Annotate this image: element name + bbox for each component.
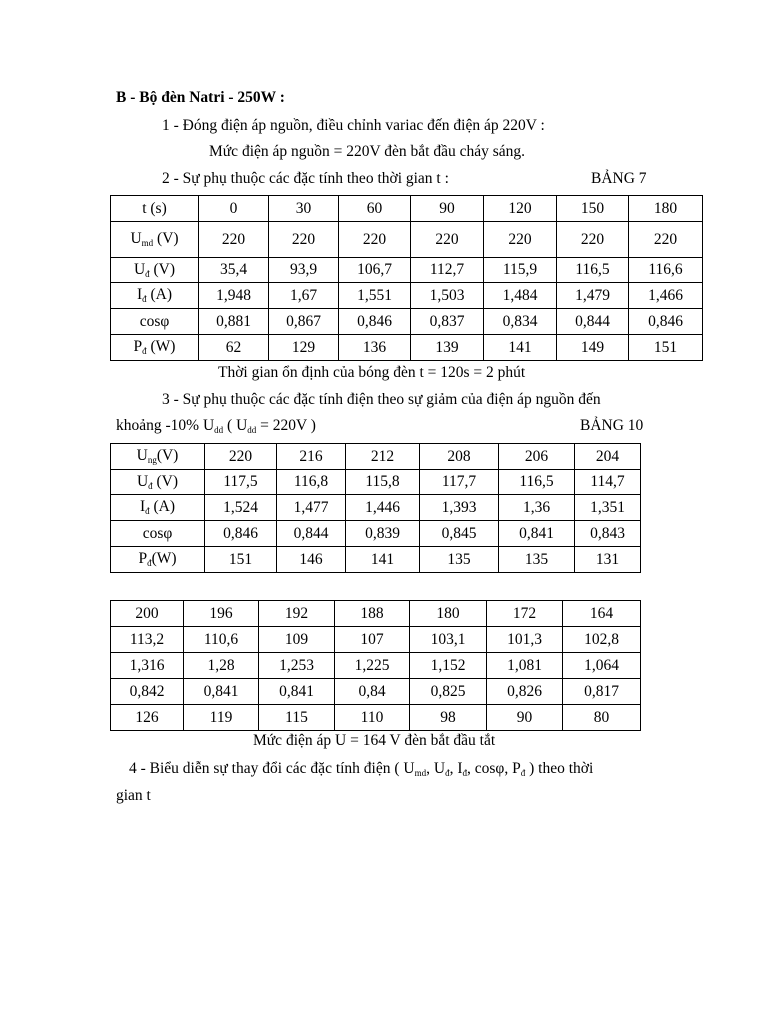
step-3-line-1: 3 - Sự phụ thuộc các đặc tính điện theo sự giảm của điện áp nguồn đến xyxy=(162,391,601,408)
table-cell: 101,3 xyxy=(487,627,563,653)
table-cell: 1,479 xyxy=(557,283,629,309)
row-label-subscript: đ xyxy=(142,346,147,356)
step-3-text-b: ( U xyxy=(223,417,248,434)
step-4-text-e: ) theo thời xyxy=(525,760,594,777)
table-cell: 1,67 xyxy=(269,283,339,309)
step-3-sub-2: dd xyxy=(247,425,257,435)
table-cell: 149 xyxy=(557,335,629,361)
step-3-text-a: khoảng -10% U xyxy=(116,417,215,434)
table-cell: 206 xyxy=(499,444,575,470)
lamp-off-note: Mức điện áp U = 164 V đèn bắt đầu tắt xyxy=(253,732,496,749)
row-label-subscript: ng xyxy=(147,455,157,465)
table-10-continuation xyxy=(110,600,641,731)
step-2-text: 2 - Sự phụ thuộc các đặc tính theo thời gian t : xyxy=(162,170,449,187)
table-cell: 109 xyxy=(259,627,335,653)
table-cell: 0 xyxy=(199,196,269,222)
table-cell: 126 xyxy=(111,705,184,731)
row-label-subscript: đ xyxy=(147,558,152,568)
table-cell: 0,844 xyxy=(557,309,629,335)
table-cell: 141 xyxy=(484,335,557,361)
table-cell: 60 xyxy=(339,196,411,222)
table-cell: 1,351 xyxy=(575,495,641,521)
row-label-unit: (V) xyxy=(152,472,179,490)
row-label xyxy=(111,470,205,495)
row-label-subscript: đ xyxy=(145,506,150,516)
table-cell: 1,28 xyxy=(184,653,259,679)
row-label-main: U xyxy=(133,260,146,278)
row-label-main: I xyxy=(136,286,143,303)
table-cell: 220 xyxy=(411,222,484,258)
table-row xyxy=(111,495,641,521)
row-label-subscript: đ xyxy=(142,294,147,304)
step-3-line-2 xyxy=(116,416,316,437)
table-cell: 102,8 xyxy=(563,627,641,653)
table-cell: 135 xyxy=(499,547,575,573)
step-4-line-2: gian t xyxy=(116,787,151,804)
step-3-text-c: = 220V ) xyxy=(256,417,316,434)
step-4-text-d: , cosφ, P xyxy=(467,760,521,777)
table-cell: 0,846 xyxy=(205,521,277,547)
table-cell: 30 xyxy=(269,196,339,222)
table-cell: 1,948 xyxy=(199,283,269,309)
table-cell: 114,7 xyxy=(575,470,641,495)
row-label-unit: (W) xyxy=(151,550,177,567)
row-label-subscript: đ xyxy=(145,268,150,279)
table-cell: 90 xyxy=(487,705,563,731)
table-cell: 196 xyxy=(184,601,259,627)
table-cell: 208 xyxy=(420,444,499,470)
table-cell: 141 xyxy=(346,547,420,573)
table-cell: 1,484 xyxy=(484,283,557,309)
table-cell: 35,4 xyxy=(199,258,269,283)
row-label-unit: (W) xyxy=(146,338,176,355)
row-label-unit: (V) xyxy=(156,447,179,464)
table-cell: 1,393 xyxy=(420,495,499,521)
table-cell: 151 xyxy=(629,335,703,361)
row-label-unit: (A) xyxy=(149,498,176,515)
row-label xyxy=(111,444,205,470)
table-cell: 116,6 xyxy=(629,258,703,283)
row-label xyxy=(111,495,205,521)
table-7-body xyxy=(111,196,703,361)
table-cell: 150 xyxy=(557,196,629,222)
table-cell: 136 xyxy=(339,335,411,361)
row-label-main: U xyxy=(136,447,148,464)
table-cell: 220 xyxy=(557,222,629,258)
table-cell: 115 xyxy=(259,705,335,731)
row-label-main: P xyxy=(133,338,143,355)
table-cell: 139 xyxy=(411,335,484,361)
table-cell: 220 xyxy=(269,222,339,258)
step-4-sub-2: đ xyxy=(445,768,450,778)
table-cell: 80 xyxy=(563,705,641,731)
table-cell: 0,867 xyxy=(269,309,339,335)
table-row xyxy=(111,627,641,653)
table-cell: 0,844 xyxy=(277,521,346,547)
row-label-main: cosφ xyxy=(139,312,170,330)
row-label xyxy=(111,335,199,361)
table-row xyxy=(111,705,641,731)
step-4-text-a: 4 - Biểu diễn sự thay đổi các đặc tính điện ( U xyxy=(129,760,415,777)
table-cell: 0,84 xyxy=(335,679,410,705)
table-cell: 204 xyxy=(575,444,641,470)
step-4-text-c: , I xyxy=(449,760,463,777)
row-label xyxy=(111,222,199,258)
table-cell: 119 xyxy=(184,705,259,731)
table-cell: 93,9 xyxy=(269,258,339,283)
table-row xyxy=(111,444,641,470)
row-label xyxy=(111,547,205,573)
table-10 xyxy=(110,443,641,573)
row-label xyxy=(111,283,199,309)
table-cell: 117,7 xyxy=(420,470,499,495)
table-cell: 112,7 xyxy=(411,258,484,283)
table-cell: 220 xyxy=(629,222,703,258)
section-heading: B - Bộ đèn Natri - 250W : xyxy=(116,89,285,106)
table-cell: 0,817 xyxy=(563,679,641,705)
step-4-sub-4: đ xyxy=(520,768,526,778)
row-label xyxy=(111,196,199,222)
table-row xyxy=(111,283,703,309)
table-cell: 0,841 xyxy=(184,679,259,705)
table-cell: 220 xyxy=(199,222,269,258)
table-cell: 135 xyxy=(420,547,499,573)
table-10-label: BẢNG 10 xyxy=(580,417,644,434)
table-10-body xyxy=(111,444,641,573)
table-cell: 0,834 xyxy=(484,309,557,335)
table-cell: 1,316 xyxy=(111,653,184,679)
table-cell: 116,8 xyxy=(277,470,346,495)
table-7-label: BẢNG 7 xyxy=(591,170,647,187)
table-row xyxy=(111,309,703,335)
table-cell: 1,152 xyxy=(410,653,487,679)
table-row xyxy=(111,222,703,258)
step-1-result: Mức điện áp nguồn = 220V đèn bắt đầu cháy sáng. xyxy=(209,143,526,160)
stable-time-note: Thời gian ổn định của bóng đèn t = 120s = 2 phút xyxy=(218,364,526,381)
table-row xyxy=(111,335,703,361)
table-cell: 0,826 xyxy=(487,679,563,705)
step-4-text-b: , U xyxy=(426,760,446,777)
table-cell: 62 xyxy=(199,335,269,361)
table-cell: 1,064 xyxy=(563,653,641,679)
table-cell: 113,2 xyxy=(111,627,184,653)
table-row xyxy=(111,470,641,495)
table-cell: 116,5 xyxy=(557,258,629,283)
row-label xyxy=(111,309,199,335)
table-cell: 220 xyxy=(484,222,557,258)
row-label-unit: (V) xyxy=(153,230,179,247)
table-cell: 192 xyxy=(259,601,335,627)
table-cell: 212 xyxy=(346,444,420,470)
table-cell: 220 xyxy=(339,222,411,258)
table-cell: 131 xyxy=(575,547,641,573)
table-cell: 180 xyxy=(410,601,487,627)
row-label-subscript: md xyxy=(141,238,154,248)
table-7 xyxy=(110,195,703,361)
row-label xyxy=(111,258,199,283)
table-cell: 129 xyxy=(269,335,339,361)
table-row xyxy=(111,653,641,679)
table-cell: 172 xyxy=(487,601,563,627)
table-10-continuation-body xyxy=(111,601,641,731)
table-cell: 103,1 xyxy=(410,627,487,653)
row-label-main: U xyxy=(130,230,142,247)
table-cell: 0,846 xyxy=(339,309,411,335)
table-cell: 0,846 xyxy=(629,309,703,335)
table-cell: 180 xyxy=(629,196,703,222)
table-cell: 146 xyxy=(277,547,346,573)
row-label-unit: (A) xyxy=(146,286,173,303)
table-cell: 220 xyxy=(205,444,277,470)
table-cell: 0,845 xyxy=(420,521,499,547)
table-cell: 1,225 xyxy=(335,653,410,679)
table-cell: 164 xyxy=(563,601,641,627)
table-cell: 0,841 xyxy=(259,679,335,705)
table-cell: 0,839 xyxy=(346,521,420,547)
table-row xyxy=(111,521,641,547)
table-cell: 0,842 xyxy=(111,679,184,705)
table-cell: 0,837 xyxy=(411,309,484,335)
table-row xyxy=(111,196,703,222)
table-cell: 1,466 xyxy=(629,283,703,309)
table-cell: 115,8 xyxy=(346,470,420,495)
table-cell: 1,36 xyxy=(499,495,575,521)
table-cell: 106,7 xyxy=(339,258,411,283)
table-cell: 1,446 xyxy=(346,495,420,521)
table-cell: 1,477 xyxy=(277,495,346,521)
table-row xyxy=(111,547,641,573)
table-cell: 0,841 xyxy=(499,521,575,547)
table-cell: 1,524 xyxy=(205,495,277,521)
table-cell: 115,9 xyxy=(484,258,557,283)
table-cell: 110 xyxy=(335,705,410,731)
table-cell: 110,6 xyxy=(184,627,259,653)
table-cell: 0,881 xyxy=(199,309,269,335)
table-cell: 188 xyxy=(335,601,410,627)
row-label-main: U xyxy=(136,472,149,490)
table-cell: 98 xyxy=(410,705,487,731)
table-cell: 200 xyxy=(111,601,184,627)
table-cell: 0,825 xyxy=(410,679,487,705)
table-row xyxy=(111,258,703,283)
table-cell: 117,5 xyxy=(205,470,277,495)
table-cell: 90 xyxy=(411,196,484,222)
row-label-main: cosφ xyxy=(142,524,173,542)
table-cell: 1,551 xyxy=(339,283,411,309)
table-cell: 0,843 xyxy=(575,521,641,547)
step-4-sub-1: md xyxy=(414,768,427,778)
row-label xyxy=(111,521,205,547)
table-cell: 116,5 xyxy=(499,470,575,495)
table-row xyxy=(111,679,641,705)
table-cell: 120 xyxy=(484,196,557,222)
row-label-unit: (V) xyxy=(149,260,176,278)
row-label-main: P xyxy=(138,550,148,567)
table-cell: 107 xyxy=(335,627,410,653)
table-cell: 1,253 xyxy=(259,653,335,679)
row-label-main: I xyxy=(139,498,146,515)
table-cell: 151 xyxy=(205,547,277,573)
table-row xyxy=(111,601,641,627)
step-1-text: 1 - Đóng điện áp nguồn, điều chỉnh variac đến điện áp 220V : xyxy=(162,117,545,134)
step-4-line-1 xyxy=(129,759,593,780)
table-cell: 1,081 xyxy=(487,653,563,679)
step-4-sub-3: đ xyxy=(462,768,467,778)
row-label-subscript: đ xyxy=(148,480,153,491)
table-cell: 216 xyxy=(277,444,346,470)
step-3-sub-1: dd xyxy=(214,425,224,435)
table-cell: 1,503 xyxy=(411,283,484,309)
row-label-main: t (s) xyxy=(142,199,167,217)
